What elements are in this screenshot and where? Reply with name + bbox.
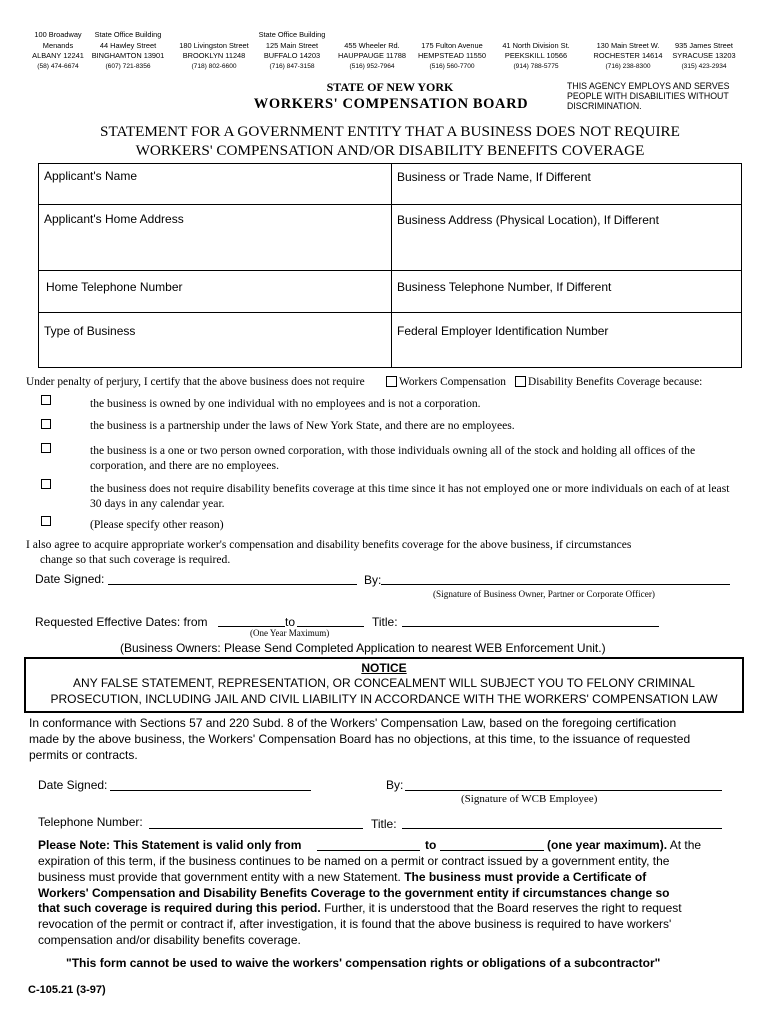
board-heading: WORKERS' COMPENSATION BOARD <box>253 96 529 112</box>
option-3-text: the business is a one or two person owned corporation, with those individuals owning all of the stock and holding all offices of the corporation, and there are no employees. <box>90 444 696 472</box>
business-name-field[interactable]: Business or Trade Name, If Different <box>397 170 591 184</box>
please-note-body: expiration of this term, if the business continues to be named on a permit or contract issued by a government entity, the business must provide that government entity with a new Statement. The business must provide a Certificate of Workers' Compensation and Disability Benefits Coverage to the government entity if circumstances change so that such coverage is required during this period. Further, it is understood that the Board reserves the right to request revocation of the permit or contract if, after investigation, it is found that the above business is required to have workers' compensation and/or disability benefits coverage. <box>38 854 682 947</box>
wcb-signature-caption: (Signature of WCB Employee) <box>461 793 598 805</box>
notice-box <box>24 657 744 713</box>
office-syracuse: 935 James Street SYRACUSE 13203 (315) 423-2934 <box>672 40 736 70</box>
office-hauppauge: 455 Wheeler Rd. HAUPPAUGE 11788 (516) 952-7964 <box>338 40 406 70</box>
wcb-by-label: By: <box>386 778 404 792</box>
send-note: (Business Owners: Please Send Completed Application to nearest WEB Enforcement Unit.) <box>120 641 606 655</box>
notice-line-2: PROSECUTION, INCLUDING JAIL AND CIVIL LIABILITY IN ACCORDANCE WITH THE WORKERS' COMPENSATION LAW <box>50 692 718 706</box>
certify-lead: Under penalty of perjury, I certify that the above business does not require <box>26 376 365 388</box>
home-phone-field[interactable]: Home Telephone Number <box>46 280 183 294</box>
business-type-field[interactable]: Type of Business <box>44 324 136 338</box>
office-rochester: 130 Main Street W. ROCHESTER 14614 (716) 238-8300 <box>593 40 663 70</box>
option-1-checkbox[interactable] <box>41 395 51 405</box>
wcb-title-label: Title: <box>371 817 397 831</box>
wcb-signature-input[interactable] <box>405 790 722 791</box>
agree-statement: I also agree to acquire appropriate worker's compensation and disability benefits coverage for the above business, if circumstances change so that such coverage is required. <box>26 538 632 566</box>
office-peekskill: 41 North Division St. PEEKSKILL 10566 (914) 788-5775 <box>502 40 570 70</box>
effective-to-label: to <box>285 615 296 629</box>
state-heading: STATE OF NEW YORK <box>326 80 454 94</box>
option-2-checkbox[interactable] <box>41 419 51 429</box>
office-binghamton: State Office Building 44 Hawley Street BINGHAMTON 13901 (607) 721-8356 <box>91 30 165 70</box>
office-hempstead: 175 Fulton Avenue HEMPSTEAD 11550 (516) 560-7700 <box>417 40 487 70</box>
owner-signature-caption: (Signature of Business Owner, Partner or Corporate Officer) <box>433 589 655 599</box>
fein-field[interactable]: Federal Employer Identification Number <box>397 324 609 338</box>
valid-to-input[interactable] <box>440 850 544 851</box>
office-buffalo: State Office Building 125 Main Street BUFFALO 14203 (716) 847-3158 <box>258 30 326 70</box>
wcb-title-input[interactable] <box>402 828 722 829</box>
db-checkbox[interactable] <box>515 376 526 387</box>
by-label: By: <box>364 573 382 587</box>
option-4-text: the business does not require disability benefits coverage at this time since it has not employed one or more individuals on each of at least 30 days in any calendar year. <box>90 482 730 510</box>
valid-from-input[interactable] <box>317 850 420 851</box>
effective-from-input[interactable] <box>218 626 285 627</box>
notice-heading: NOTICE <box>361 661 407 675</box>
title-label: Title: <box>372 615 398 629</box>
effective-dates-label: Requested Effective Dates: from <box>35 615 208 629</box>
option-2-text: the business is a partnership under the laws of New York State, and there are no employees. <box>90 419 515 432</box>
applicant-info-grid <box>38 163 742 368</box>
conformance-paragraph: In conformance with Sections 57 and 220 Subd. 8 of the Workers' Compensation Law, based on the foregoing certification made by the above business, the Workers' Compensation Board has no objections, at this time, to the issuance of requested permits or contracts. <box>29 716 691 762</box>
business-phone-field[interactable]: Business Telephone Number, If Different <box>397 280 612 294</box>
title-input[interactable] <box>402 626 659 627</box>
wc-checkbox[interactable] <box>386 376 397 387</box>
form-title: STATEMENT FOR A GOVERNMENT ENTITY THAT A BUSINESS DOES NOT REQUIRE WORKERS' COMPENSATION AND/OR DISABILITY BENEFITS COVERAGE <box>100 123 680 159</box>
option-3-checkbox[interactable] <box>41 443 51 453</box>
date-signed-label: Date Signed: <box>35 572 105 586</box>
option-5-text: (Please specify other reason) <box>90 518 224 531</box>
one-year-caption: (One Year Maximum) <box>250 628 330 638</box>
wcb-date-signed-input[interactable] <box>110 790 311 791</box>
waiver-statement: "This form cannot be used to waive the workers' compensation rights or obligations of a subcontractor" <box>66 956 661 970</box>
wcb-phone-label: Telephone Number: <box>38 815 143 829</box>
date-signed-input[interactable] <box>108 584 357 585</box>
option-1-text: the business is owned by one individual with no employees and is not a corporation. <box>90 397 481 410</box>
wcb-date-signed-label: Date Signed: <box>38 778 108 792</box>
valid-to-label: to <box>425 838 437 852</box>
home-address-field[interactable]: Applicant's Home Address <box>44 212 184 226</box>
one-year-max-text: (one year maximum). At the <box>547 838 702 852</box>
notice-line-1: ANY FALSE STATEMENT, REPRESENTATION, OR CONCEALMENT WILL SUBJECT YOU TO FELONY CRIMINAL <box>73 676 695 690</box>
option-4-checkbox[interactable] <box>41 479 51 489</box>
business-address-field[interactable]: Business Address (Physical Location), If Different <box>397 213 659 227</box>
agency-notice: THIS AGENCY EMPLOYS AND SERVES PEOPLE WITH DISABILITIES WITHOUT DISCRIMINATION. <box>567 81 730 111</box>
wc-label: Workers Compensation <box>399 376 506 388</box>
wcb-phone-input[interactable] <box>149 828 363 829</box>
applicant-name-field[interactable]: Applicant's Name <box>44 169 137 183</box>
office-brooklyn: 180 Livingston Street BROOKLYN 11248 (718) 802-6600 <box>179 40 249 70</box>
please-note-lead: Please Note: This Statement is valid only from <box>38 838 302 852</box>
office-albany: 100 Broadway Menands ALBANY 12241 (58) 474-6674 <box>32 30 84 70</box>
option-5-checkbox[interactable] <box>41 516 51 526</box>
db-label: Disability Benefits Coverage because: <box>528 376 703 388</box>
effective-to-input[interactable] <box>297 626 364 627</box>
form-number: C-105.21 (3-97) <box>28 984 106 996</box>
owner-signature-input[interactable] <box>381 584 730 585</box>
